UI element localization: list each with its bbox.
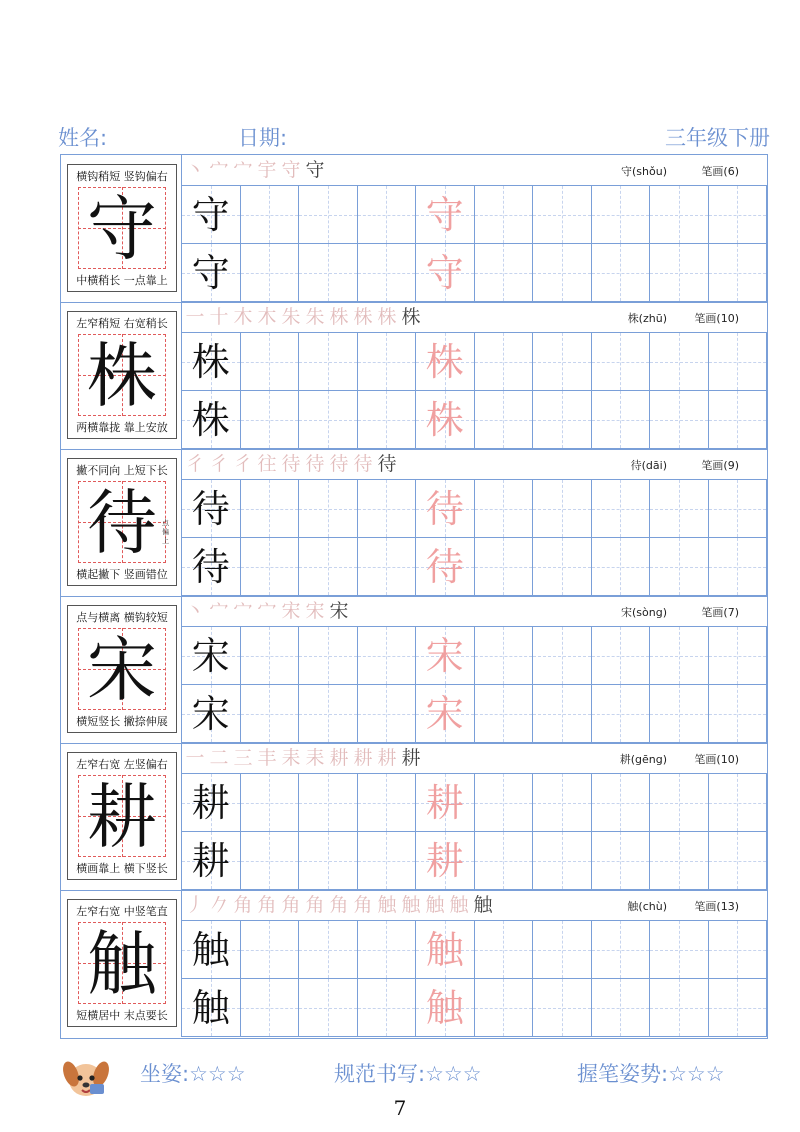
writing-grid <box>182 186 767 302</box>
stroke-step: 待 <box>377 453 397 475</box>
writing-cell[interactable] <box>299 480 358 538</box>
big-char: 守 <box>87 188 157 270</box>
writing-cell[interactable] <box>592 186 651 244</box>
stroke-step: 触 <box>401 894 421 916</box>
stroke-step: 木 <box>233 306 253 328</box>
writing-cell[interactable] <box>182 921 241 979</box>
writing-cell[interactable] <box>416 186 475 244</box>
big-char: 触 <box>87 923 157 1005</box>
char-card <box>67 899 177 1027</box>
writing-cell[interactable] <box>241 979 300 1037</box>
pinyin-info: 待(dāi) <box>630 459 667 472</box>
stroke-order <box>183 157 563 183</box>
writing-cell[interactable] <box>241 186 300 244</box>
char-card <box>67 164 177 292</box>
puppy-mascot-icon <box>60 1050 112 1100</box>
stroke-step: 二 <box>209 747 229 769</box>
writing-cell[interactable] <box>241 391 300 449</box>
writing-cell[interactable] <box>358 480 417 538</box>
stroke-step: 木 <box>257 306 277 328</box>
writing-cell[interactable] <box>299 627 358 685</box>
writing-cell[interactable] <box>533 391 592 449</box>
writing-cell[interactable] <box>650 921 709 979</box>
stroke-step: 角 <box>257 894 277 916</box>
writing-cell[interactable] <box>358 979 417 1037</box>
trace-char: 待 <box>425 487 464 531</box>
writing-cell[interactable] <box>475 333 534 391</box>
writing-cell[interactable] <box>358 774 417 832</box>
writing-cell[interactable] <box>475 685 534 743</box>
writing-cell[interactable] <box>533 685 592 743</box>
writing-cell[interactable] <box>416 832 475 890</box>
stroke-step: 丶 <box>185 159 205 181</box>
pinyin-info: 耕(gēng) <box>619 753 667 766</box>
writing-cell[interactable] <box>182 774 241 832</box>
writing-cell[interactable] <box>650 480 709 538</box>
tip-bottom: 两横靠拢 靠上安放 <box>76 421 168 434</box>
writing-cell[interactable] <box>650 774 709 832</box>
writing-cell[interactable] <box>182 627 241 685</box>
char-card <box>67 605 177 733</box>
stroke-step: 角 <box>281 894 301 916</box>
writing-cell[interactable] <box>533 979 592 1037</box>
writing-cell[interactable] <box>709 244 768 302</box>
writing-cell[interactable] <box>709 685 768 743</box>
stroke-order <box>183 304 563 330</box>
char-card <box>67 458 177 586</box>
stroke-step: 宋 <box>329 600 349 622</box>
stroke-step: 耕 <box>401 747 421 769</box>
writing-cell[interactable] <box>299 391 358 449</box>
stroke-order <box>183 745 563 771</box>
stroke-count: 笔画(9) <box>701 459 739 472</box>
rating-pen: 握笔姿势:☆☆☆ <box>577 1062 725 1086</box>
writing-cell[interactable] <box>241 480 300 538</box>
pinyin-info: 守(shǒu) <box>621 165 667 178</box>
writing-cell[interactable] <box>475 538 534 596</box>
writing-cell[interactable] <box>182 685 241 743</box>
trace-char: 耕 <box>425 781 464 825</box>
tip-top: 左窄稍短 右宽稍长 <box>76 317 168 330</box>
writing-cell[interactable] <box>709 538 768 596</box>
writing-cell[interactable] <box>533 186 592 244</box>
writing-cell[interactable] <box>650 244 709 302</box>
block-divider <box>61 302 767 303</box>
writing-grid <box>182 480 767 596</box>
pinyin-info: 宋(sòng) <box>621 606 667 619</box>
stroke-step: 株 <box>329 306 349 328</box>
stroke-step: 彳 <box>209 453 229 475</box>
writing-cell[interactable] <box>299 774 358 832</box>
writing-cell[interactable] <box>709 832 768 890</box>
model-char: 守 <box>191 193 230 237</box>
writing-cell[interactable] <box>182 244 241 302</box>
model-char: 待 <box>191 487 230 531</box>
stroke-step: 一 <box>185 306 205 328</box>
writing-cell[interactable] <box>592 921 651 979</box>
stroke-step: 触 <box>425 894 445 916</box>
trace-char: 守 <box>425 251 464 295</box>
model-char: 株 <box>191 398 230 442</box>
writing-cell[interactable] <box>299 921 358 979</box>
writing-cell[interactable] <box>241 685 300 743</box>
tip-bottom: 横短竖长 撇捺伸展 <box>76 715 168 728</box>
model-char: 待 <box>191 545 230 589</box>
model-char: 宋 <box>191 634 230 678</box>
writing-cell[interactable] <box>709 774 768 832</box>
stroke-step: 待 <box>281 453 301 475</box>
block-divider <box>61 743 767 744</box>
writing-cell[interactable] <box>592 333 651 391</box>
writing-grid <box>182 627 767 743</box>
writing-grid <box>182 921 767 1037</box>
stroke-step: 角 <box>305 894 325 916</box>
writing-cell[interactable] <box>475 244 534 302</box>
model-char: 耕 <box>191 781 230 825</box>
writing-cell[interactable] <box>592 832 651 890</box>
footer <box>60 1058 772 1092</box>
writing-cell[interactable] <box>358 627 417 685</box>
writing-cell[interactable] <box>241 774 300 832</box>
char-block <box>61 155 767 302</box>
char-card <box>67 311 177 439</box>
big-char: 待 <box>87 482 157 564</box>
writing-cell[interactable] <box>709 979 768 1037</box>
writing-cell[interactable] <box>358 244 417 302</box>
writing-cell[interactable] <box>475 774 534 832</box>
writing-cell[interactable] <box>533 921 592 979</box>
trace-char: 宋 <box>425 634 464 678</box>
writing-cell[interactable] <box>533 832 592 890</box>
stroke-step: 守 <box>281 159 301 181</box>
writing-cell[interactable] <box>241 832 300 890</box>
writing-cell[interactable] <box>241 333 300 391</box>
stroke-count: 笔画(13) <box>694 900 739 913</box>
writing-cell[interactable] <box>416 627 475 685</box>
writing-cell[interactable] <box>358 685 417 743</box>
writing-cell[interactable] <box>358 391 417 449</box>
stroke-step: 待 <box>353 453 373 475</box>
char-block <box>61 890 767 1037</box>
writing-cell[interactable] <box>182 832 241 890</box>
writing-cell[interactable] <box>182 538 241 596</box>
stroke-step: 丶 <box>185 600 205 622</box>
stroke-count: 笔画(6) <box>701 165 739 178</box>
grade-label: 三年级下册 <box>665 126 770 150</box>
writing-cell[interactable] <box>533 480 592 538</box>
stroke-order <box>183 892 563 918</box>
rating-writing: 规范书写:☆☆☆ <box>334 1062 482 1086</box>
writing-cell[interactable] <box>709 480 768 538</box>
tip-top: 左窄右宽 中竖笔直 <box>76 905 168 918</box>
writing-cell[interactable] <box>299 333 358 391</box>
writing-cell[interactable] <box>592 627 651 685</box>
writing-cell[interactable] <box>182 186 241 244</box>
writing-cell[interactable] <box>592 244 651 302</box>
big-char: 株 <box>87 335 157 417</box>
model-char: 守 <box>191 251 230 295</box>
writing-cell[interactable] <box>358 832 417 890</box>
block-divider <box>61 596 767 597</box>
stroke-step: 耒 <box>305 747 325 769</box>
stroke-step: 宋 <box>281 600 301 622</box>
stroke-step: 宀 <box>209 600 229 622</box>
writing-cell[interactable] <box>650 186 709 244</box>
writing-cell[interactable] <box>709 391 768 449</box>
writing-cell[interactable] <box>592 774 651 832</box>
writing-cell[interactable] <box>241 538 300 596</box>
char-block <box>61 596 767 743</box>
big-char: 宋 <box>87 629 157 711</box>
writing-cell[interactable] <box>299 538 358 596</box>
block-divider <box>61 890 767 891</box>
tip-bottom: 短横居中 末点要长 <box>76 1009 168 1022</box>
tip-top: 撇不同向 上短下长 <box>76 464 168 477</box>
tip-top: 横钩稍短 竖钩偏右 <box>76 170 168 183</box>
trace-char: 触 <box>425 986 464 1030</box>
model-char: 宋 <box>191 692 230 736</box>
stroke-step: 守 <box>305 159 325 181</box>
writing-cell[interactable] <box>416 480 475 538</box>
writing-cell[interactable] <box>475 480 534 538</box>
stroke-step: 耕 <box>329 747 349 769</box>
stroke-step: 十 <box>209 306 229 328</box>
char-block <box>61 302 767 449</box>
writing-cell[interactable] <box>475 186 534 244</box>
writing-cell[interactable] <box>182 333 241 391</box>
tip-top: 点与横离 横钩较短 <box>76 611 168 624</box>
writing-cell[interactable] <box>533 774 592 832</box>
rating-sitting: 坐姿:☆☆☆ <box>140 1062 246 1086</box>
stroke-step: 宋 <box>305 600 325 622</box>
writing-cell[interactable] <box>299 832 358 890</box>
stroke-step: 丿 <box>185 894 205 916</box>
writing-cell[interactable] <box>241 244 300 302</box>
writing-cell[interactable] <box>299 186 358 244</box>
writing-cell[interactable] <box>358 186 417 244</box>
stroke-step: 耒 <box>281 747 301 769</box>
pinyin-info: 株(zhū) <box>627 312 667 325</box>
page-number: 7 <box>393 1096 407 1120</box>
block-divider <box>61 449 767 450</box>
tip-bottom: 横画靠上 横下竖长 <box>76 862 168 875</box>
stroke-step: 株 <box>353 306 373 328</box>
stroke-step: 朱 <box>281 306 301 328</box>
writing-cell[interactable] <box>592 480 651 538</box>
writing-cell[interactable] <box>416 391 475 449</box>
writing-cell[interactable] <box>358 921 417 979</box>
stroke-step: 宀 <box>209 159 229 181</box>
pinyin-info: 触(chù) <box>627 900 667 913</box>
char-block <box>61 449 767 596</box>
model-char: 触 <box>191 928 230 972</box>
stroke-step: 三 <box>233 747 253 769</box>
stroke-step: 宀 <box>233 159 253 181</box>
stroke-step: 𠂊 <box>209 894 229 916</box>
writing-cell[interactable] <box>709 921 768 979</box>
writing-cell[interactable] <box>533 333 592 391</box>
model-char: 触 <box>191 986 230 1030</box>
stroke-step: 触 <box>473 894 493 916</box>
model-char: 耕 <box>191 839 230 883</box>
writing-cell[interactable] <box>650 627 709 685</box>
stroke-step: 角 <box>353 894 373 916</box>
tip-note: 点偏上 <box>162 519 169 545</box>
trace-char: 株 <box>425 340 464 384</box>
writing-cell[interactable] <box>533 538 592 596</box>
stroke-step: 朱 <box>305 306 325 328</box>
stroke-step: 彳 <box>185 453 205 475</box>
stroke-step: 株 <box>377 306 397 328</box>
model-char: 株 <box>191 340 230 384</box>
trace-char: 待 <box>425 545 464 589</box>
writing-cell[interactable] <box>475 921 534 979</box>
stroke-step: 宀 <box>257 600 277 622</box>
big-char: 耕 <box>87 776 157 858</box>
practice-sheet <box>60 154 768 1039</box>
writing-cell[interactable] <box>416 244 475 302</box>
trace-char: 耕 <box>425 839 464 883</box>
trace-char: 宋 <box>425 692 464 736</box>
writing-cell[interactable] <box>475 979 534 1037</box>
writing-grid <box>182 333 767 449</box>
writing-cell[interactable] <box>299 979 358 1037</box>
writing-cell[interactable] <box>416 333 475 391</box>
writing-cell[interactable] <box>416 538 475 596</box>
trace-char: 株 <box>425 398 464 442</box>
stroke-step: 耕 <box>377 747 397 769</box>
stroke-step: 宀 <box>233 600 253 622</box>
writing-cell[interactable] <box>475 832 534 890</box>
stroke-step: 待 <box>329 453 349 475</box>
char-block <box>61 743 767 890</box>
page-header <box>58 122 770 154</box>
writing-cell[interactable] <box>416 774 475 832</box>
trace-char: 守 <box>425 193 464 237</box>
writing-cell[interactable] <box>533 244 592 302</box>
tip-top: 左窄右宽 左竖偏右 <box>76 758 168 771</box>
writing-cell[interactable] <box>592 391 651 449</box>
stroke-step: 往 <box>257 453 277 475</box>
writing-cell[interactable] <box>182 480 241 538</box>
stroke-step: 宇 <box>257 159 277 181</box>
writing-cell[interactable] <box>650 685 709 743</box>
tip-bottom: 横起撇下 竖画错位 <box>76 568 168 581</box>
writing-cell[interactable] <box>709 627 768 685</box>
stroke-step: 角 <box>233 894 253 916</box>
writing-cell[interactable] <box>533 627 592 685</box>
writing-cell[interactable] <box>650 391 709 449</box>
name-label: 姓名: <box>58 126 108 150</box>
writing-cell[interactable] <box>709 333 768 391</box>
writing-cell[interactable] <box>475 627 534 685</box>
writing-cell[interactable] <box>592 685 651 743</box>
stroke-count: 笔画(10) <box>694 753 739 766</box>
writing-cell[interactable] <box>709 186 768 244</box>
writing-cell[interactable] <box>358 333 417 391</box>
stroke-count: 笔画(10) <box>694 312 739 325</box>
stroke-step: 角 <box>329 894 349 916</box>
writing-grid <box>182 774 767 890</box>
stroke-order <box>183 451 563 477</box>
writing-cell[interactable] <box>416 921 475 979</box>
writing-cell[interactable] <box>299 685 358 743</box>
stroke-step: 耕 <box>353 747 373 769</box>
stroke-step: 触 <box>449 894 469 916</box>
tip-bottom: 中横稍长 一点靠上 <box>76 274 168 287</box>
stroke-step: 待 <box>305 453 325 475</box>
writing-cell[interactable] <box>241 921 300 979</box>
writing-cell[interactable] <box>241 627 300 685</box>
writing-cell[interactable] <box>650 538 709 596</box>
writing-cell[interactable] <box>358 538 417 596</box>
date-label: 日期: <box>238 126 288 150</box>
stroke-step: 株 <box>401 306 421 328</box>
stroke-step: 触 <box>377 894 397 916</box>
writing-cell[interactable] <box>299 244 358 302</box>
writing-cell[interactable] <box>182 979 241 1037</box>
writing-cell[interactable] <box>650 333 709 391</box>
writing-cell[interactable] <box>416 685 475 743</box>
writing-cell[interactable] <box>182 391 241 449</box>
writing-cell[interactable] <box>650 832 709 890</box>
writing-cell[interactable] <box>592 538 651 596</box>
stroke-step: 丰 <box>257 747 277 769</box>
writing-cell[interactable] <box>592 979 651 1037</box>
stroke-order <box>183 598 563 624</box>
char-card <box>67 752 177 880</box>
writing-cell[interactable] <box>416 979 475 1037</box>
stroke-step: 一 <box>185 747 205 769</box>
stroke-step: 彳 <box>233 453 253 475</box>
stroke-count: 笔画(7) <box>701 606 739 619</box>
writing-cell[interactable] <box>475 391 534 449</box>
trace-char: 触 <box>425 928 464 972</box>
writing-cell[interactable] <box>650 979 709 1037</box>
